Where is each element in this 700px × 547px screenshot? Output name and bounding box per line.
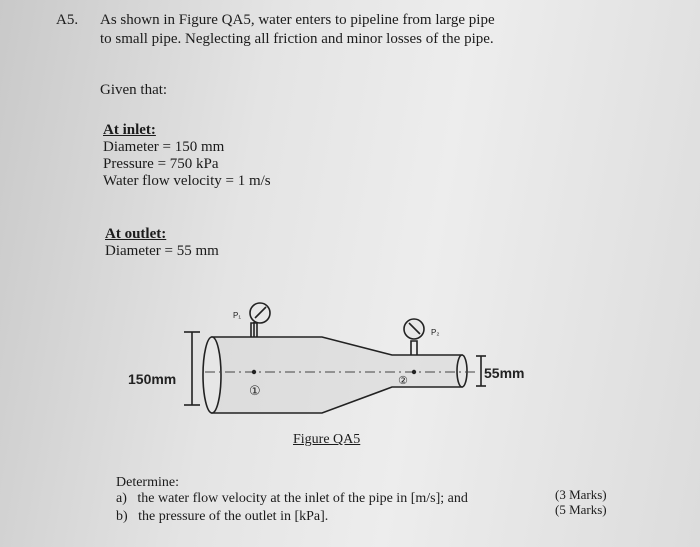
figure-caption: Figure QA5 xyxy=(293,432,361,447)
question-text-line-1: As shown in Figure QA5, water enters to pipeline from large pipe xyxy=(100,12,495,28)
task-a-text: the water flow velocity at the inlet of the pipe in [m/s]; and xyxy=(137,491,468,506)
inlet-velocity: Water flow velocity = 1 m/s xyxy=(103,173,271,189)
task-a-marks: (3 Marks) xyxy=(555,487,607,502)
given-label: Given that: xyxy=(100,82,168,98)
section-1-marker: ① xyxy=(249,383,261,398)
task-a-letter: a) xyxy=(116,491,127,506)
pipe-body xyxy=(212,337,462,413)
task-a xyxy=(116,491,468,507)
task-b-marks: (5 Marks) xyxy=(555,502,607,517)
gauge-2-label: P₂ xyxy=(431,328,440,337)
small-diameter-label: 55mm xyxy=(484,365,525,381)
section-2-dot xyxy=(412,370,416,374)
task-b xyxy=(116,509,328,525)
outlet-pipe-end xyxy=(457,355,467,387)
gauge-1-label: P₁ xyxy=(233,311,242,320)
question-number: A5. xyxy=(56,12,79,28)
outlet-diameter: Diameter = 55 mm xyxy=(105,243,219,259)
section-2-marker: ② xyxy=(398,375,408,387)
task-b-text: the pressure of the outlet in [kPa]. xyxy=(138,509,329,524)
determine-label: Determine: xyxy=(116,475,179,490)
inlet-pipe-end xyxy=(203,337,221,413)
inlet-title: At inlet: xyxy=(103,122,156,138)
pressure-gauge-2 xyxy=(404,319,424,355)
inlet-pressure: Pressure = 750 kPa xyxy=(103,156,219,172)
pressure-gauge-1 xyxy=(250,303,270,337)
large-diameter-label: 150mm xyxy=(128,371,177,387)
outlet-title: At outlet: xyxy=(105,226,167,242)
task-b-letter: b) xyxy=(116,509,128,524)
section-1-dot xyxy=(252,370,256,374)
question-text-line-2: to small pipe. Neglecting all friction and minor losses of the pipe. xyxy=(100,31,494,47)
inlet-diameter: Diameter = 150 mm xyxy=(103,139,225,155)
large-diameter-dimension xyxy=(184,332,200,405)
